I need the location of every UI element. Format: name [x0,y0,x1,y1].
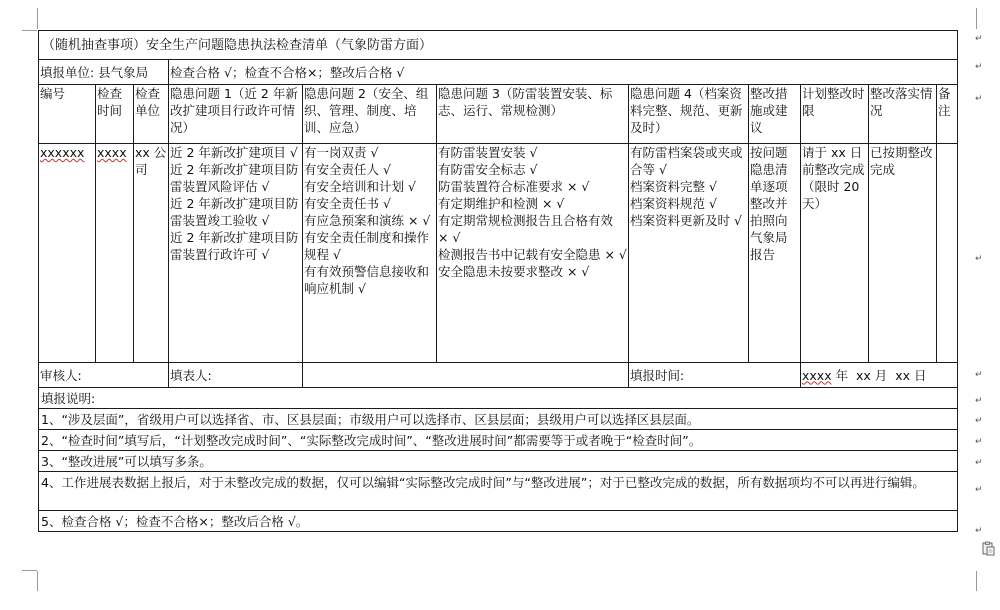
table-row [39,144,958,363]
note-item-1[interactable]: 1、“涉及层面”，省级用户可以选择省、市、区县层面；市级用户可以选择市、区县层面；县级用户可以选择区县层面。 [39,409,958,430]
cell-check-time[interactable] [96,144,134,363]
note-heading[interactable]: 填报说明: [39,388,958,409]
reporting-unit-cell[interactable]: 填报单位: 县气象局 [39,60,169,85]
paragraph-mark-icon: ↵ [975,458,983,468]
reviewer-cell[interactable]: 审核人: [39,363,169,388]
check-legend-cell[interactable]: 检查合格 √；检查不合格×；整改后合格 √ [169,60,958,85]
header-status[interactable]: 整改落实情况 [869,85,937,144]
id-value: xxxxxx [40,145,85,160]
paste-options-icon[interactable] [981,541,997,557]
header-check-time[interactable]: 检查时间 [96,85,134,144]
cell-id[interactable] [39,144,96,363]
crop-mark-top-left-v [37,8,38,29]
note-item-2[interactable]: 2、“检查时间”填写后，“计划整改完成时间”、“实际整改完成时间”、“整改进展时间”都需要等于或者晚于“检查时间”。 [39,430,958,451]
header-issue-2[interactable]: 隐患问题 2（安全、组织、管理、制度、培训、应急） [303,85,437,144]
paragraph-mark-icon: ↵ [975,485,983,495]
paragraph-mark-icon: ↵ [975,396,983,406]
crop-mark-bottom-left-v [37,571,38,591]
header-issue-4[interactable]: 隐患问题 4（档案资料完整、规范、更新及时） [629,85,749,144]
paragraph-mark-icon: ↵ [975,62,983,72]
crop-mark-top-left-h [22,30,37,31]
paragraph-mark-icon: ↵ [975,370,983,380]
crop-mark-top-right-v [976,8,977,29]
cell-issue-3[interactable]: 有防雷装置安装 √ 有防雷安全标志 √ 防雷装置符合标准要求 × √ 有定期维护和检测 × √ 有定期常规检测报告且合格有效 × √ 检测报告书中记载有安全隐患 × √ 安全隐患未按要求整改 × √ [437,144,629,363]
note-item-3[interactable]: 3、“整改进展”可以填写多条。 [39,451,958,472]
crop-mark-bottom-left-h [22,570,37,571]
header-measure[interactable]: 整改措施或建议 [749,85,801,144]
paragraph-mark-icon: ↵ [975,34,983,44]
cell-check-unit[interactable]: xx 公司 [134,144,169,363]
date-year-value: xxxx [802,367,832,383]
blank-cell[interactable] [303,363,629,388]
header-deadline[interactable]: 计划整改时限 [801,85,869,144]
cell-remark[interactable] [937,144,958,363]
header-check-unit[interactable]: 检查单位 [134,85,169,144]
header-issue-3[interactable]: 隐患问题 3（防雷装置安装、标志、运行、常规检测） [437,85,629,144]
paragraph-mark-icon: ↵ [975,526,983,536]
paragraph-mark-icon: ↵ [975,416,983,426]
fill-date-cell[interactable] [801,363,958,388]
note-item-4[interactable]: 4、工作进展表数据上报后，对于未整改完成的数据，仅可以编辑“实际整改完成时间”与“整改进展”；对于已整改完成的数据，所有数据项均不可以再进行编辑。 [39,472,958,511]
header-remark[interactable]: 备注 [937,85,958,144]
crop-mark-bottom-right-v [976,571,977,591]
cell-issue-4[interactable]: 有防雷档案袋或夹或合等 √ 档案资料完整 √ 档案资料规范 √ 档案资料更新及时 √ [629,144,749,363]
header-id[interactable]: 编号 [39,85,96,144]
date-rest-value: 年 xx 月 xx 日 [831,367,927,383]
paragraph-mark-icon: ↵ [975,94,983,104]
cell-measure[interactable]: 按问题隐患清单逐项整改并拍照向气象局报告 [749,144,801,363]
header-issue-1[interactable]: 隐患问题 1（近 2 年新改扩建项目行政许可情况） [169,85,303,144]
cell-status[interactable]: 已按期整改完成 [869,144,937,363]
table-title[interactable]: （随机抽查事项）安全生产问题隐患执法检查清单（气象防雷方面） [39,31,958,60]
inspection-checklist-table [38,30,958,532]
cell-deadline[interactable]: 请于 xx 日前整改完成（限时 20 天） [801,144,869,363]
check-time-value: xxxx [97,145,127,160]
paragraph-mark-icon: ↵ [975,254,983,264]
note-item-5[interactable]: 5、检查合格 √；检查不合格×；整改后合格 √。 [39,511,958,532]
paragraph-mark-icon: ↵ [975,437,983,447]
fill-time-label-cell[interactable]: 填报时间: [629,363,801,388]
filler-cell[interactable]: 填表人: [169,363,303,388]
cell-issue-1[interactable]: 近 2 年新改扩建项目 √ 近 2 年新改扩建项目防雷装置风险评估 √ 近 2 年新改扩建项目防雷装置竣工验收 √ 近 2 年新改扩建项目防雷装置行政许可 √ [169,144,303,363]
cell-issue-2[interactable]: 有一岗双责 √ 有安全责任人 √ 有安全培训和计划 √ 有安全责任书 √ 有应急预案和演练 × √ 有安全责任制度和操作规程 √ 有有效预警信息接收和响应机制 √ [303,144,437,363]
